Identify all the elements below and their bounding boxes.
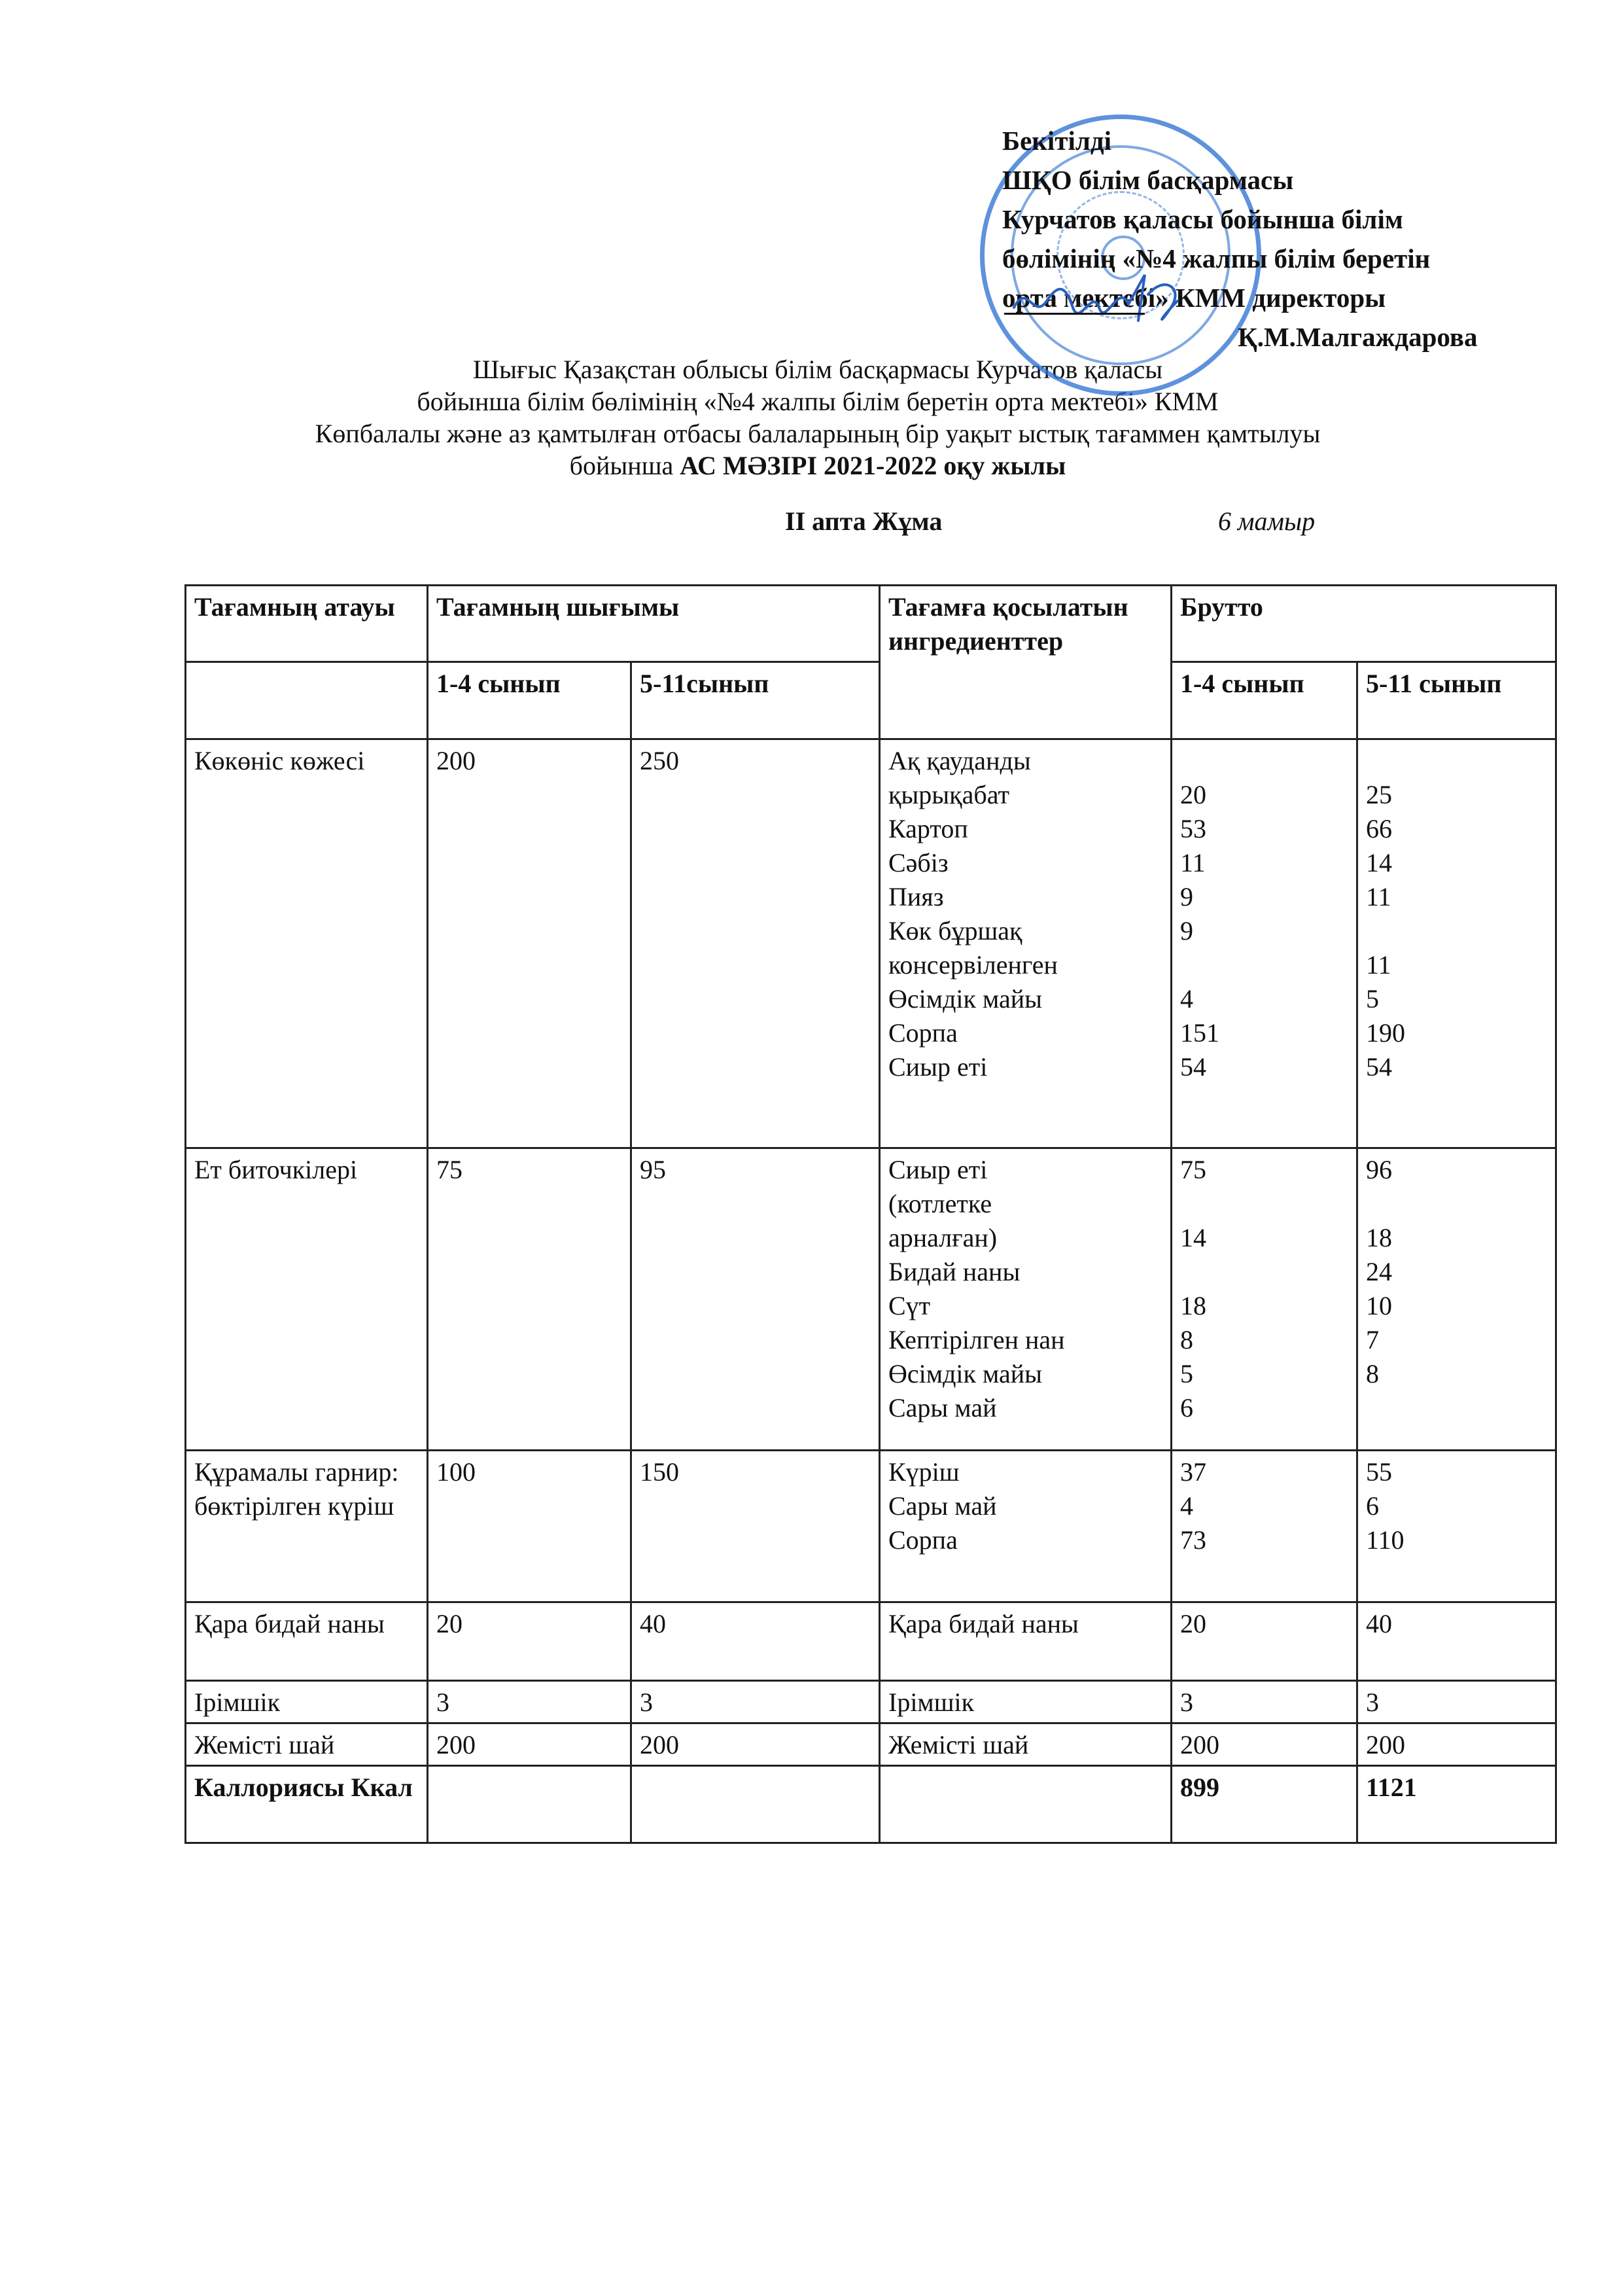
yield-5-11: 200 — [631, 1723, 880, 1766]
brutto-5-11: 200 — [1357, 1723, 1556, 1766]
yield-1-4: 3 — [428, 1681, 631, 1723]
table-row — [186, 1451, 1556, 1602]
brutto-value: 18 — [1180, 1291, 1206, 1320]
header-brutto-1-4: 1-4 сынып — [1172, 662, 1357, 739]
dish-name: Ет биточкілері — [186, 1148, 428, 1451]
yield-1-4: 20 — [428, 1602, 631, 1681]
brutto-1-4-list — [1172, 1148, 1357, 1451]
ingredient: Жемісті шай — [880, 1723, 1172, 1766]
brutto-value: 8 — [1366, 1359, 1379, 1388]
ingredient: Картоп — [888, 814, 968, 843]
ingredient: Бидай наны — [888, 1257, 1021, 1286]
brutto-value: 110 — [1366, 1525, 1405, 1555]
brutto-1-4: 200 — [1172, 1723, 1357, 1766]
ingredient: Сүт — [888, 1291, 931, 1320]
brutto-1-4: 3 — [1172, 1681, 1357, 1723]
table-row — [186, 1148, 1556, 1451]
approval-line: Бекітілді — [1002, 126, 1111, 156]
dish-name: Қара бидай наны — [186, 1602, 428, 1681]
table-row — [186, 1602, 1556, 1681]
table-row — [186, 739, 1556, 1148]
ingredient: Пияз — [888, 882, 944, 911]
brutto-value — [1180, 1187, 1350, 1221]
ingredient: Сиыр еті — [888, 1155, 988, 1184]
ingredients-list — [880, 739, 1172, 1148]
brutto-value: 6 — [1180, 1393, 1193, 1422]
brutto-value: 96 — [1366, 1155, 1392, 1184]
approval-line: Курчатов қаласы бойынша білім — [1002, 204, 1403, 234]
brutto-value: 11 — [1180, 848, 1206, 877]
table-row — [186, 1723, 1556, 1766]
header-yield: Тағамның шығымы — [428, 586, 880, 662]
menu-table — [184, 584, 1557, 1844]
total-label: Каллориясы Ккал — [186, 1766, 428, 1843]
approval-signer: Қ.М.Малгаждарова — [1238, 322, 1478, 352]
ingredient: Сорпа — [888, 1018, 958, 1048]
ingredient: Сары май — [888, 1491, 997, 1521]
brutto-value: 54 — [1366, 1052, 1392, 1082]
total-kcal-5-11: 1121 — [1357, 1766, 1556, 1843]
brutto-value — [1366, 914, 1548, 948]
brutto-1-4-list — [1172, 739, 1357, 1148]
ingredient: Өсімдік майы — [888, 984, 1043, 1014]
brutto-value — [1366, 1187, 1548, 1221]
ingredient: Көк бұршақ — [888, 916, 1022, 945]
brutto-value: 37 — [1180, 1457, 1206, 1487]
ingredient: арналған) — [888, 1223, 998, 1252]
brutto-value: 190 — [1366, 1018, 1405, 1048]
ingredient: Ақ қауданды — [888, 746, 1031, 775]
ingredient: Ірімшік — [880, 1681, 1172, 1723]
yield-5-11: 40 — [631, 1602, 880, 1681]
total-empty — [880, 1766, 1172, 1843]
brutto-value — [1180, 948, 1350, 982]
dish-name: Көкөніс көжесі — [186, 739, 428, 1148]
total-kcal-1-4: 899 — [1172, 1766, 1357, 1843]
ingredient: Сиыр еті — [888, 1052, 988, 1082]
header-brutto-5-11: 5-11 сынып — [1357, 662, 1556, 739]
ingredient: Кептірілген нан — [888, 1325, 1065, 1354]
ingredient: Сәбіз — [888, 848, 949, 877]
ingredient: Қара бидай наны — [880, 1602, 1172, 1681]
brutto-5-11-list — [1357, 1148, 1556, 1451]
brutto-value: 73 — [1180, 1525, 1206, 1555]
brutto-value: 4 — [1180, 984, 1193, 1014]
brutto-value: 8 — [1180, 1325, 1193, 1354]
approval-line: ШҚО білім басқармасы — [1002, 165, 1294, 195]
brutto-value: 25 — [1366, 780, 1392, 809]
approval-line: бөлімінің «№4 жалпы білім беретін — [1002, 243, 1431, 274]
dish-name: Ірімшік — [186, 1681, 428, 1723]
heading-line-2: бойынша білім бөлімінің «№4 жалпы білім беретін орта мектебі» КММ — [417, 387, 1219, 416]
menu-title: АС МӘЗІРІ 2021-2022 оқу жылы — [680, 451, 1066, 480]
yield-1-4: 200 — [428, 1723, 631, 1766]
dish-name: Жемісті шай — [186, 1723, 428, 1766]
brutto-value: 66 — [1366, 814, 1392, 843]
yield-1-4: 100 — [428, 1451, 631, 1602]
brutto-value: 14 — [1180, 1223, 1206, 1252]
yield-1-4: 200 — [428, 739, 631, 1148]
signature-icon — [1007, 262, 1204, 334]
dish-name: Құрамалы гарнир: бөктірілген күріш — [186, 1451, 428, 1602]
yield-5-11: 250 — [631, 739, 880, 1148]
ingredient: қырықабат — [888, 780, 1009, 809]
yield-5-11: 3 — [631, 1681, 880, 1723]
brutto-value: 24 — [1366, 1257, 1392, 1286]
ingredient: Өсімдік майы — [888, 1359, 1043, 1388]
total-row — [186, 1766, 1556, 1843]
brutto-value: 11 — [1366, 882, 1391, 911]
yield-1-4: 75 — [428, 1148, 631, 1451]
header-yield-1-4: 1-4 сынып — [428, 662, 631, 739]
brutto-5-11: 40 — [1357, 1602, 1556, 1681]
brutto-5-11: 3 — [1357, 1681, 1556, 1723]
brutto-5-11-list — [1357, 1451, 1556, 1602]
ingredient: (котлетке — [888, 1189, 992, 1218]
brutto-value: 75 — [1180, 1155, 1206, 1184]
ingredient: Сорпа — [888, 1525, 958, 1555]
brutto-value: 9 — [1180, 882, 1193, 911]
brutto-5-11-list — [1357, 739, 1556, 1148]
brutto-1-4: 20 — [1172, 1602, 1357, 1681]
brutto-value — [1366, 744, 1548, 778]
yield-5-11: 150 — [631, 1451, 880, 1602]
header-row — [186, 586, 1556, 662]
ingredients-list — [880, 1148, 1172, 1451]
brutto-value: 5 — [1366, 984, 1379, 1014]
total-empty — [428, 1766, 631, 1843]
heading-line-4-prefix: бойынша — [569, 451, 680, 480]
ingredient: Сары май — [888, 1393, 997, 1422]
heading-line-1: Шығыс Қазақстан облысы білім басқармасы Курчатов қаласы — [472, 355, 1163, 384]
subheader-row — [186, 662, 1556, 739]
document-heading — [196, 353, 1439, 482]
brutto-value: 5 — [1180, 1359, 1193, 1388]
header-ingredients: Тағамға қосылатын ингредиенттер — [880, 586, 1172, 739]
brutto-value: 18 — [1366, 1223, 1392, 1252]
ingredient: Күріш — [888, 1457, 960, 1487]
header-yield-5-11: 5-11сынып — [631, 662, 880, 739]
table-row — [186, 1681, 1556, 1723]
brutto-value: 151 — [1180, 1018, 1219, 1048]
brutto-value: 4 — [1180, 1491, 1193, 1521]
brutto-1-4-list — [1172, 1451, 1357, 1602]
brutto-value: 10 — [1366, 1291, 1392, 1320]
header-brutto: Брутто — [1172, 586, 1556, 662]
brutto-value: 20 — [1180, 780, 1206, 809]
header-empty — [186, 662, 428, 739]
signature-line — [1004, 313, 1145, 315]
yield-5-11: 95 — [631, 1148, 880, 1451]
brutto-value — [1366, 1391, 1548, 1425]
total-empty — [631, 1766, 880, 1843]
brutto-value: 9 — [1180, 916, 1193, 945]
approval-line: орта мектебі» КММ директоры — [1002, 283, 1386, 313]
brutto-value: 11 — [1366, 950, 1391, 980]
brutto-value: 53 — [1180, 814, 1206, 843]
brutto-value: 55 — [1366, 1457, 1392, 1487]
brutto-value — [1180, 1255, 1350, 1289]
ingredient: консервіленген — [888, 950, 1058, 980]
header-dish-name: Тағамның атауы — [186, 586, 428, 662]
week-day-label: ІІ апта Жұма — [785, 506, 943, 536]
brutto-value: 7 — [1366, 1325, 1379, 1354]
brutto-value: 6 — [1366, 1491, 1379, 1521]
brutto-value — [1180, 744, 1350, 778]
heading-line-3: Көпбалалы және аз қамтылған отбасы балаларының бір уақыт ыстық тағаммен қамтылуы — [315, 419, 1321, 448]
heading-line-4 — [196, 450, 1439, 482]
brutto-value: 14 — [1366, 848, 1392, 877]
ingredients-list — [880, 1451, 1172, 1602]
date-label: 6 мамыр — [1218, 506, 1316, 536]
brutto-value: 54 — [1180, 1052, 1206, 1082]
